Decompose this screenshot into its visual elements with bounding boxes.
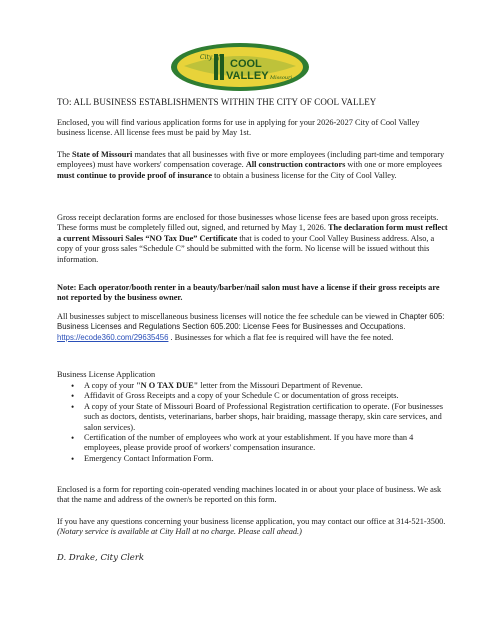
addressee-line: TO: ALL BUSINESS ESTABLISHMENTS WITHIN THE CITY OF COOL VALLEY: [57, 97, 377, 107]
list-item: • Affidavit of Gross Receipts and a copy of your Schedule C or documentation of gross receipts.: [57, 391, 449, 401]
clerk-signature: D. Drake, City Clerk: [57, 553, 145, 563]
list-item: • Emergency Contact Information Form.: [57, 454, 449, 464]
requirements-list: [57, 381, 449, 464]
list-item: • A copy of your "N O TAX DUE" letter from the Missouri Department of Revenue.: [57, 381, 449, 391]
intro-paragraph: Enclosed, you will find various application forms for use in applying for your 2026-2027 City of Cool Valley business license. All license fees must be paid by May 1st.: [57, 118, 420, 138]
logo-cool: COOL: [230, 58, 262, 70]
contact-paragraph: If you have any questions concerning your business license application, you may contact our office at 314-521-3500. (Notary service is available at City Hall at no charge. Please call ahead.): [57, 517, 446, 537]
city-logo: [170, 42, 310, 92]
list-item: • Certification of the number of employees who work at your establishment. If you have more than 4 employees, please provide proof of workers' compensation insurance.: [57, 433, 449, 454]
business-license-heading: Business License Application: [57, 370, 156, 379]
logo-missouri: Missouri: [270, 75, 293, 81]
vending-paragraph: Enclosed is a form for reporting coin-operated vending machines located in or about your place of business. We ask that the name and address of the owner/s be reported on this form.: [57, 485, 442, 505]
workers-comp-paragraph: The State of Missouri mandates that all businesses with five or more employees (including part-time and temporary employees) must have workers' compensation coverage. All construction contractors with one or more employees must continue to provide proof of insurance to obtain a business license for the City of Cool Valley.: [57, 150, 445, 180]
ecode-link[interactable]: https://ecode360.com/29635456: [57, 332, 169, 342]
fee-schedule-paragraph: All businesses subject to miscellaneous business licenses will notice the fee schedule can be viewed in Chapter 605: Business Licenses and Regulations Section 605.200: License Fees for Businesses and Occupations. https://ecode360.com/29635456 . Businesses for which a flat fee is required will have the fee noted.: [57, 312, 445, 342]
logo-city-of: City of: [200, 54, 221, 61]
list-item: • A copy of your State of Missouri Board of Professional Registration certification to operate. (For businesses such as doctors, dentists, veterinarians, barber shops, hair braiding, massage therapy, skin care services, and salon services).: [57, 402, 449, 433]
gross-receipts-paragraph: Gross receipt declaration forms are enclosed for those businesses whose license fees are based upon gross receipts. These forms must be completely filled out, signed, and returned by May 1, 2026. The declaration form must reflect a current Missouri Sales “NO Tax Due” Certificate that is coded to your Cool Valley Business address. Also, a copy of your gross sales “Schedule C” should be submitted with the form. No license will be issued without this information.: [57, 213, 448, 264]
salon-note: Note: Each operator/booth renter in a beauty/barber/nail salon must have a license if their gross receipts are not reported by the business owner.: [57, 283, 440, 303]
logo-valley: VALLEY: [226, 70, 269, 82]
